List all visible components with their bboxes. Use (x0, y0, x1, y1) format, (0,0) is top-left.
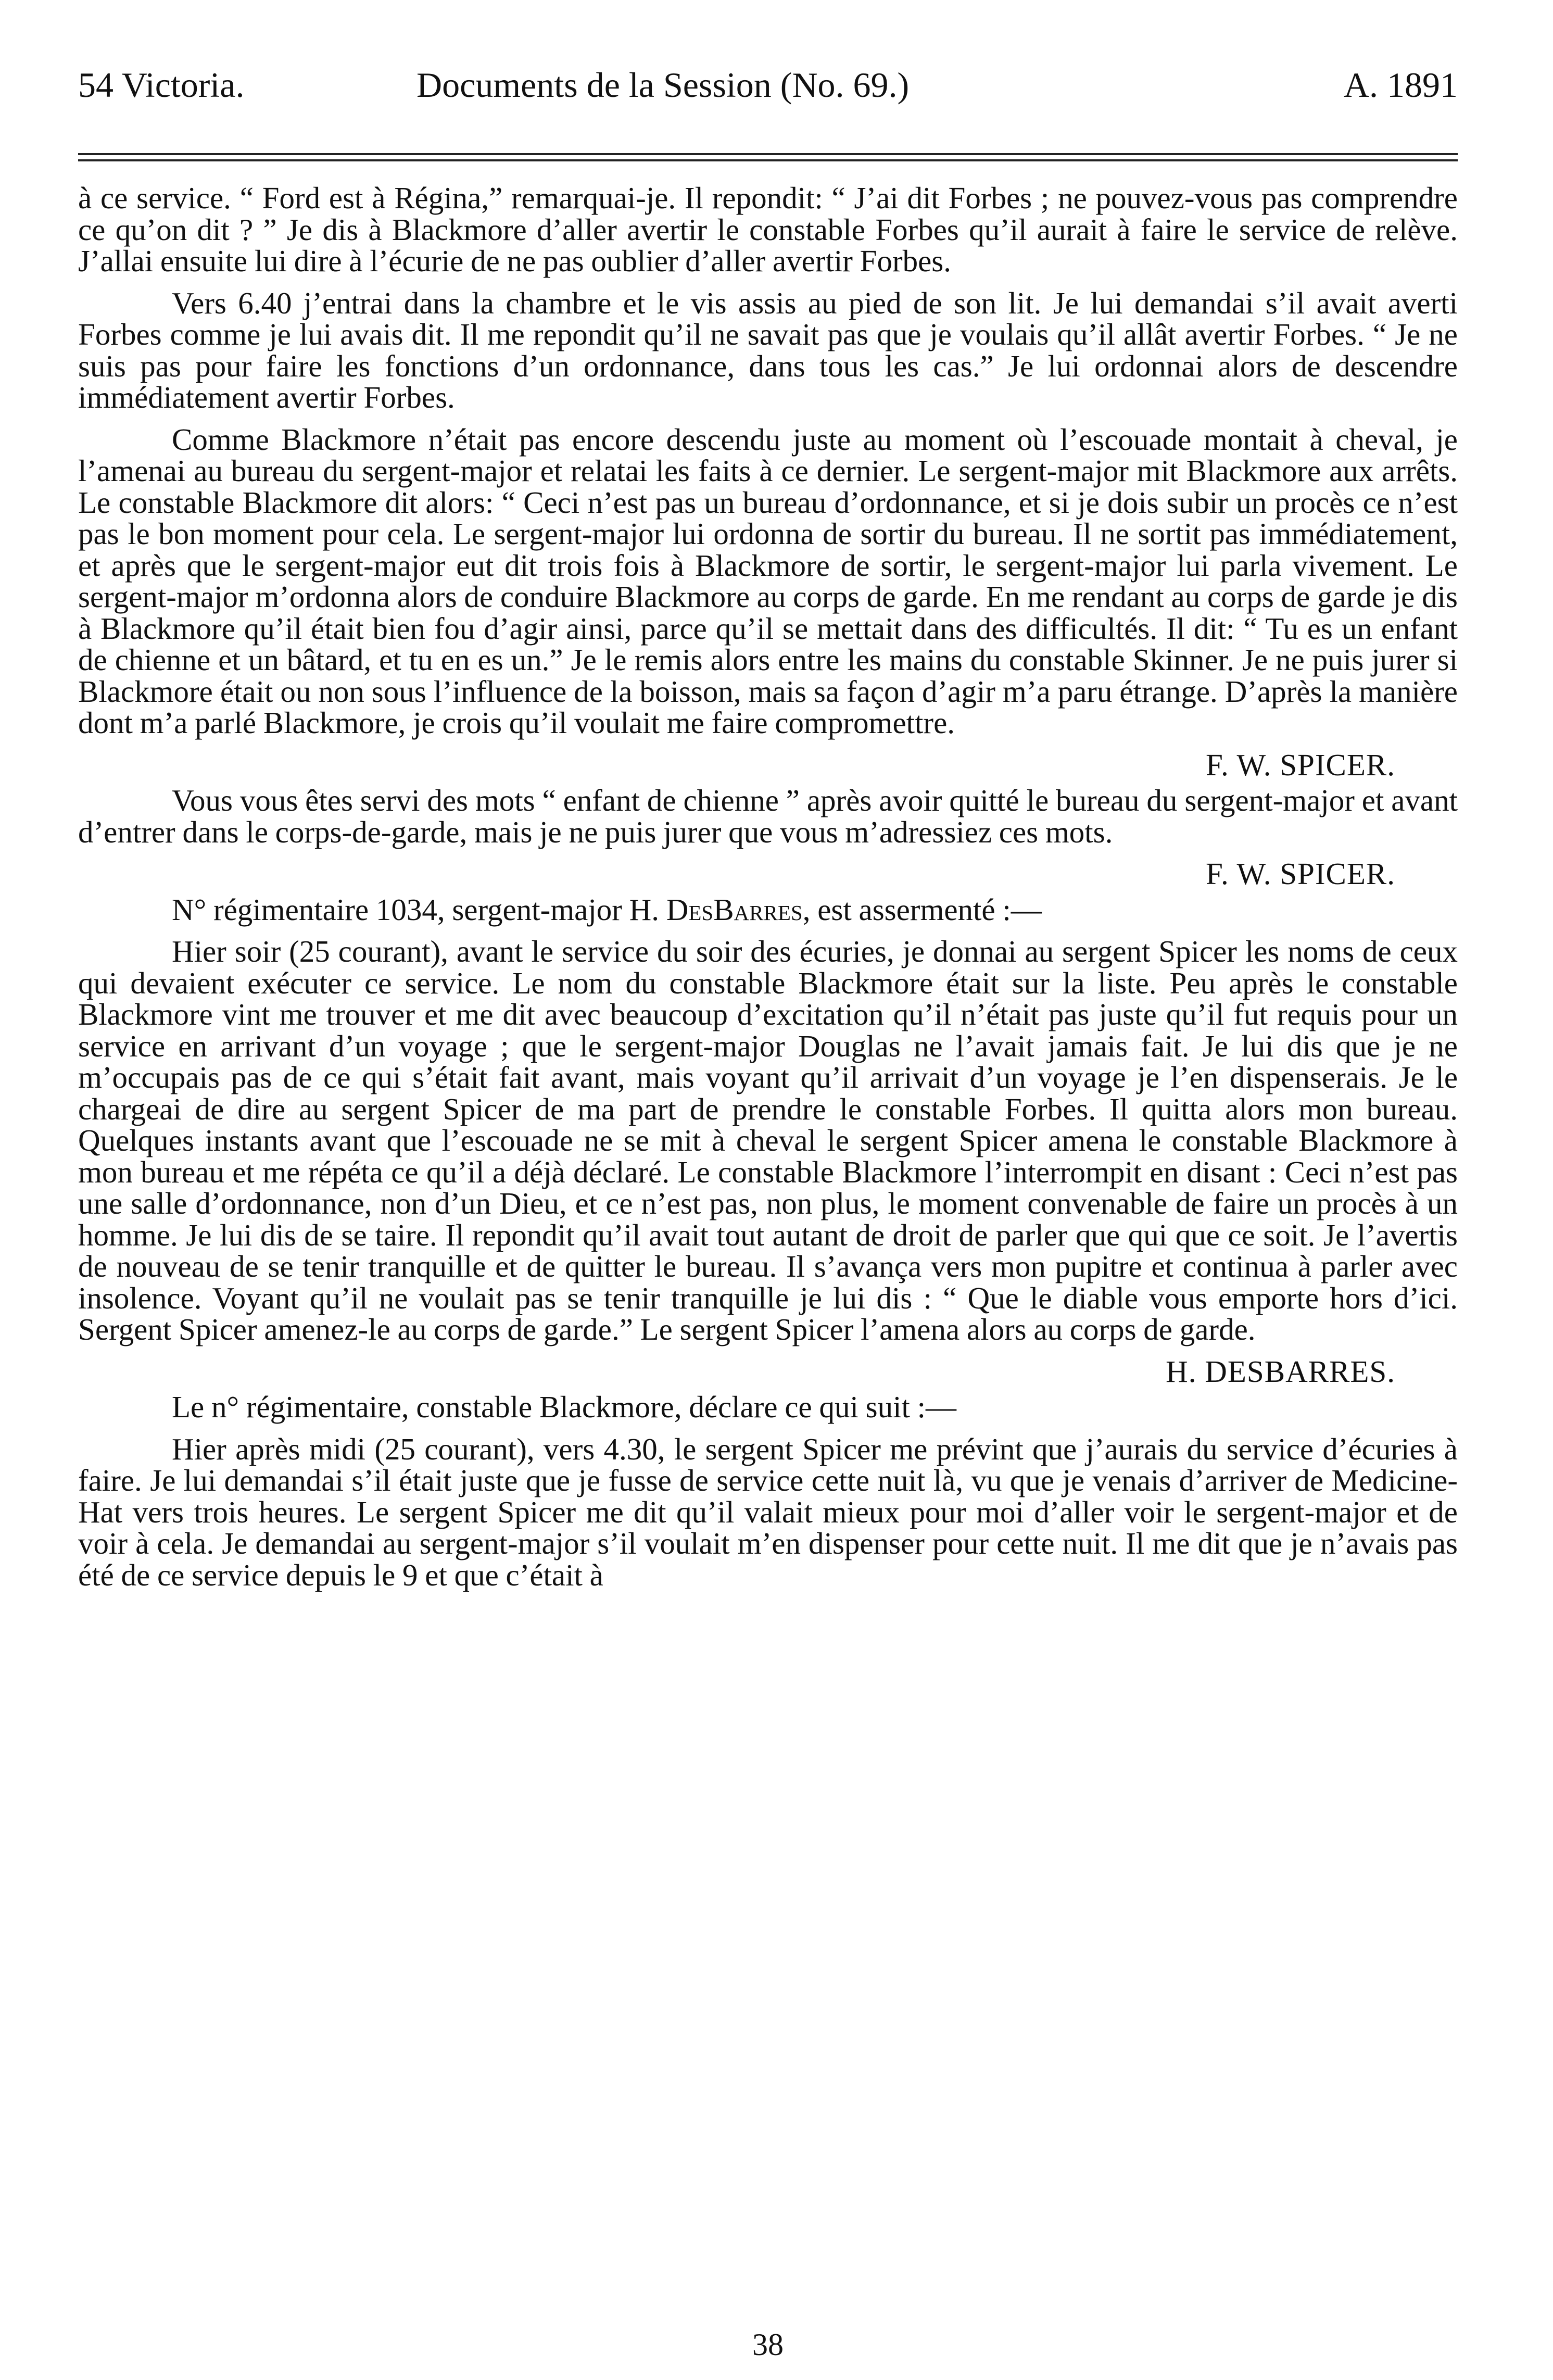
statement-intro: N° régimentaire 1034, sergent-major H. (172, 892, 666, 927)
header-year: A. 1891 (1343, 65, 1458, 105)
witness-name: DesBarres (666, 892, 803, 927)
header-rule-bottom (78, 159, 1458, 161)
document-page (78, 0, 1458, 2380)
paragraph: Le n° régimentaire, constable Blackmore, déclare ce qui suit :— (172, 1390, 957, 1424)
signature-spicer: F. W. SPICER. (1205, 857, 1395, 891)
header-rule-top (78, 153, 1458, 155)
paragraph: Hier soir (25 courant), avant le service du soir des écuries, je donnai au sergent Spicer les noms de ceux qui devaient exécuter ce service. Le nom du constable Blackmore était sur la liste. Peu après le constable Blackmore vint me trouver et me dit avec beaucoup d’excitation qu’il n’était pas juste qu’il fut requis pour un service en arrivant d’un voyage ; que le sergent-major Douglas ne l’avait jamais fait. Je lui dis que je ne m’occupais pas de ce qui s’était fait avant, mais voyant qu’il arrivait d’un voyage je l’en dispenserais. Je le chargeai de dire au sergent Spicer de ma part de prendre le constable Forbes. Il quitta alors mon bureau. Quelques instants avant que l’escouade ne se mit à cheval le sergent Spicer amena le constable Blackmore à mon bureau et me répéta ce qu’il a déjà déclaré. Le constable Blackmore l’interrompit en disant : Ceci n’est pas une salle d’ordonnance, non d’un Dieu, et ce n’est pas, non plus, le moment convenable de faire un procès à un homme. Je lui dis de se taire. Il repondit qu’il avait tout autant de droit de parler que qui que ce soit. Je l’avertis de nouveau de se tenir tranquille et de quitter le bureau. Il s’avança vers mon pupitre et continua à parler avec insolence. Voyant qu’il ne voulait pas se tenir tranquille je lui dis : “ Que le diable vous emporte hors d’ici. Sergent Spicer amenez-le au corps de garde.” Le sergent Spicer l’amena alors au corps de garde. (78, 934, 1458, 1346)
header-document-title: Documents de la Session (No. 69.) (416, 65, 910, 105)
statement-sworn: , est assermenté :— (802, 892, 1042, 927)
page-number: 38 (752, 2327, 784, 2362)
paragraph: Vous vous êtes servi des mots “ enfant de chienne ” après avoir quitté le bureau du sergent-major et avant d’entrer dans le corps-de-garde, mais je ne puis jurer que vous m’adressiez ces mots. (78, 783, 1458, 849)
paragraph: Vers 6.40 j’entrai dans la chambre et le vis assis au pied de son lit. Je lui demandai s’il avait averti Forbes comme je lui avais dit. Il me repondit qu’il ne savait pas que je voulais qu’il allât avertir Forbes. “ Je ne suis pas pour faire les fonctions d’un ordonnance, dans tous les cas.” Je lui ordonnai alors de descendre immédiatement avertir Forbes. (78, 285, 1458, 414)
paragraph: Comme Blackmore n’était pas encore descendu juste au moment où l’escouade montait à cheval, je l’amenai au bureau du sergent-major et relatai les faits à ce dernier. Le sergent-major mit Blackmore aux arrêts. Le constable Blackmore dit alors: “ Ceci n’est pas un bureau d’ordonnance, et si je dois subir un procès ce n’est pas le bon moment pour cela. Le sergent-major lui ordonna de sortir du bureau. Il ne sortit pas immédiatement, et après que le sergent-major eut dit trois fois à Blackmore de sortir, le sergent-major lui parla vivement. Le sergent-major m’ordonna alors de conduire Blackmore au corps de garde. En me rendant au corps de garde je dis à Blackmore qu’il était bien fou d’agir ainsi, parce qu’il se mettait dans des difficultés. Il dit: “ Tu es un enfant de chienne et un bâtard, et tu en es un.” Je le remis alors entre les mains du constable Skinner. Je ne puis jurer si Blackmore était ou non sous l’influence de la boisson, mais sa façon d’agir m’a paru étrange. D’après la manière dont m’a parlé Blackmore, je crois qu’il voulait me faire compromettre. (78, 422, 1458, 740)
running-header (78, 61, 1458, 108)
signature-desbarres: H. DESBARRES. (1166, 1354, 1395, 1389)
paragraph-sworn-statement (78, 894, 1458, 926)
paragraph: Hier après midi (25 courant), vers 4.30, le sergent Spicer me prévint que j’aurais du service d’écuries à faire. Je lui demandai s’il était juste que je fusse de service cette nuit là, vu que je venais d’arriver de Medicine-Hat vers trois heures. Le sergent Spicer me dit qu’il valait mieux pour moi d’aller voir le sergent-major et de voir à cela. Je demandai au sergent-major s’il voulait m’en dispenser pour cette nuit. Il me dit que je n’avais pas été de ce service depuis le 9 et que c’était à (78, 1431, 1458, 1592)
header-session-year: 54 Victoria. (78, 65, 245, 105)
signature-spicer: F. W. SPICER. (1205, 747, 1395, 782)
document-body (78, 182, 1458, 1601)
paragraph-continuation: à ce service. “ Ford est à Régina,” remarquai-je. Il repondit: “ J’ai dit Forbes ; ne pouvez-vous pas comprendre ce qu’on dit ? ” Je dis à Blackmore d’aller avertir le constable Forbes qu’il aurait à faire le service de relève. J’allai ensuite lui dire à l’écurie de ne pas oublier d’aller avertir Forbes. (78, 181, 1458, 278)
